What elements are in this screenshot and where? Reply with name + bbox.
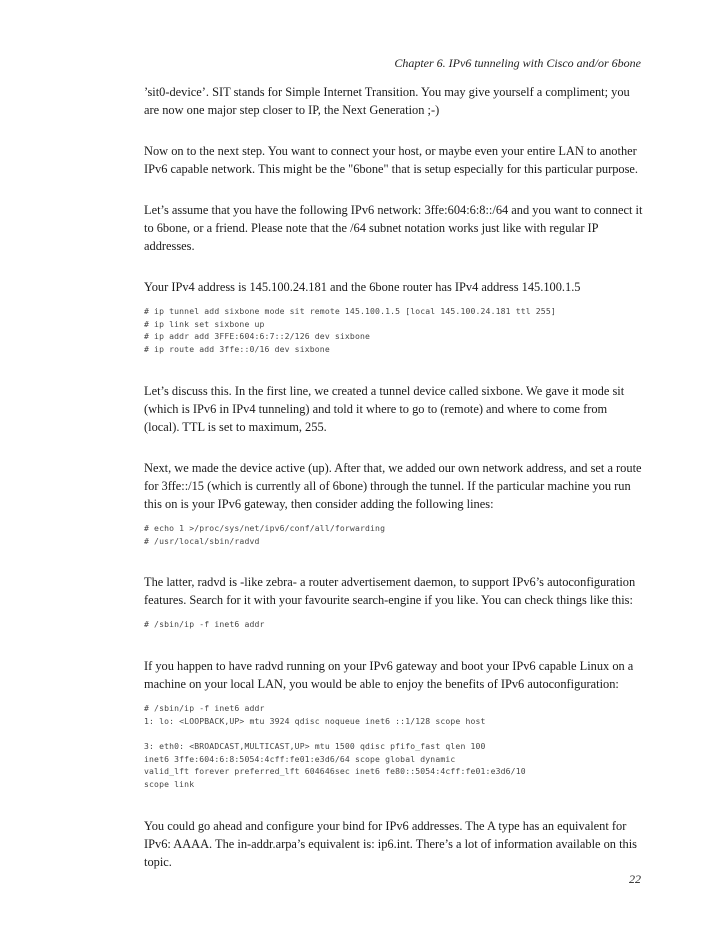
code-block-tunnel-setup: # ip tunnel add sixbone mode sit remote 145.100.1.5 [local 145.100.24.181 ttl 255] # ip link set sixbone up # ip addr add 3FFE:604:6:7::2/126 dev sixbone # ip route add 3ffe::0/16 dev sixbone [144, 306, 556, 355]
code-block-check: # /sbin/ip -f inet6 addr [144, 619, 265, 630]
page-body [144, 83, 644, 871]
paragraph-device-active: Next, we made the device active (up). After that, we added our own network address, and set a route for 3ffe::/15 (which is currently all of 6bone) through the tunnel. If the particular machine you run this on is your IPv6 gateway, then consider adding the following lines: [144, 460, 642, 511]
code-block-autoconf-output: # /sbin/ip -f inet6 addr 1: lo: <LOOPBACK,UP> mtu 3924 qdisc noqueue inet6 ::1/128 scope host 3: eth0: <BROADCAST,MULTICAST,UP> mtu 1500 qdisc pfifo_fast qlen 100 inet6 3ffe:604:6:8:5054:4cff:fe01:e3d6/64 scope global dynamic valid_lft forever preferred_lft 604646sec inet6 fe80::5054:4cff:fe01:e3d6/10 scope link [144, 702, 526, 790]
page-number: 22 [629, 872, 641, 886]
paragraph-network-assumption: Let’s assume that you have the following IPv6 network: 3ffe:604:6:8::/64 and you want to connect it to 6bone, or a friend. Please note that the /64 subnet notation works just like with regular IP addresses. [144, 203, 643, 253]
code-block-forwarding: # echo 1 >/proc/sys/net/ipv6/conf/all/forwarding # /usr/local/sbin/radvd [144, 522, 386, 546]
paragraph-sit-device: ’sit0-device’. SIT stands for Simple Internet Transition. You may give yourself a compliment; you are now one major step closer to IP, the Next Generation ;-) [144, 85, 630, 117]
paragraph-bind-config: You could go ahead and configure your bind for IPv6 addresses. The A type has an equivalent for IPv6: AAAA. The in-addr.arpa’s equivalent is: ip6.int. There’s a lot of information available on this topic. [144, 818, 638, 869]
paragraph-radvd: The latter, radvd is -like zebra- a router advertisement daemon, to support IPv6’s autoconfiguration features. Search for it with your favourite search-engine if you like. You can check things like this: [144, 575, 636, 608]
paragraph-autoconf: If you happen to have radvd running on your IPv6 gateway and boot your IPv6 capable Linux on a machine on your local LAN, you would be able to enjoy the benefits of IPv6 autoconfiguration: [144, 658, 634, 691]
chapter-header: Chapter 6. IPv6 tunneling with Cisco and/or 6bone [394, 56, 641, 70]
paragraph-next-step: Now on to the next step. You want to connect your host, or maybe even your entire LAN to another IPv6 capable network. This might be the "6bone" that is setup especially for this particular purpose. [144, 144, 639, 176]
paragraph-discussion: Let’s discuss this. In the first line, we created a tunnel device called sixbone. We gave it mode sit (which is IPv6 in IPv4 tunneling) and told it where to go to (remote) and where to come from (local). TTL is set to maximum, 255. [144, 383, 625, 434]
paragraph-ipv4-address: Your IPv4 address is 145.100.24.181 and the 6bone router has IPv4 address 145.100.1.5 [144, 280, 581, 294]
